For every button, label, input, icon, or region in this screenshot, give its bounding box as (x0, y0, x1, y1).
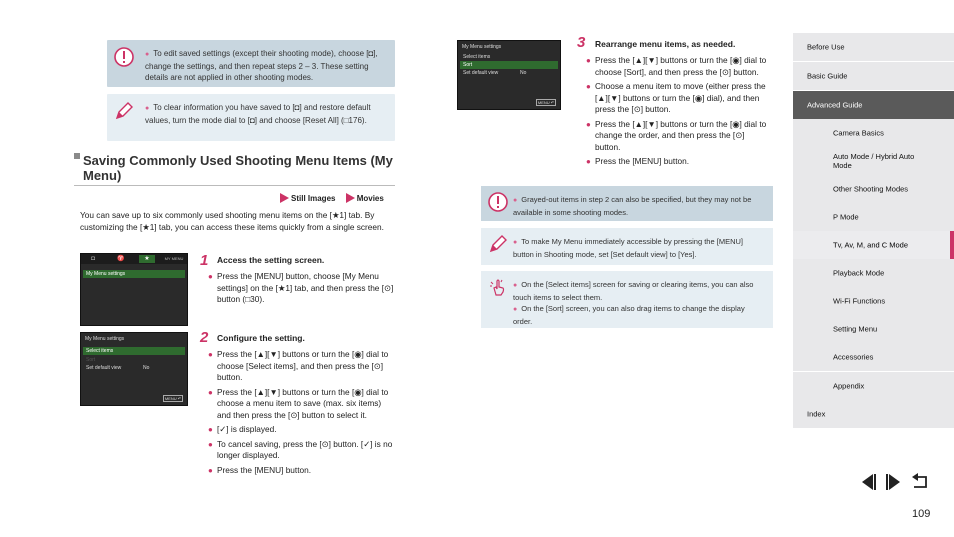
menu-tabs (81, 254, 187, 264)
play-icon (346, 193, 355, 203)
nav-item-wifi-functions[interactable]: Wi-Fi Functions (793, 287, 954, 315)
screen-row: Sort (460, 61, 558, 69)
return-icon[interactable] (910, 472, 930, 492)
step-number: 3 (577, 34, 586, 51)
screen-row: Select items (83, 347, 185, 355)
screen-row: My Menu settings (83, 270, 185, 278)
step-title: Configure the setting. (217, 333, 305, 343)
list-item: ● Press the [▲][▼] buttons or turn the [◉] dial to choose [Select items], and then press the [⊙] button. (208, 349, 389, 382)
star-tab-icon: ★ (139, 255, 155, 263)
list-item: ● Press the [MENU] button, choose [My Menu settings] on the [★1] tab, and then press the [⊙] button (□30). (208, 271, 394, 304)
nav-item-appendix[interactable]: Appendix (793, 372, 954, 400)
camera-screen-sort (457, 40, 561, 110)
screen-header: My Menu settings (462, 44, 502, 50)
pencil-icon (113, 100, 135, 122)
mode-indicators (280, 193, 392, 203)
list-item: ● To cancel saving, press the [⊙] button. [✓] is no longer displayed. (208, 438, 393, 460)
tools-tab-icon: ♈ (117, 256, 125, 262)
nav-item-auto-mode[interactable]: Auto Mode / Hybrid Auto Mode (793, 147, 954, 175)
list-item: ● Press the [MENU] button. (208, 464, 312, 475)
caution-note-text: Grayed-out items in step 2 can also be specified, but they may not be available in some shooting modes. (513, 195, 752, 217)
section-divider (74, 185, 395, 186)
nav-item-p-mode[interactable]: P Mode (793, 203, 954, 231)
nav-item-basic-guide[interactable]: Basic Guide (793, 62, 954, 90)
list-item: ● Choose a menu item to move (either press the [▲][▼] buttons or turn the [◉] dial), and then press the [⊙] button. (586, 81, 766, 114)
nav-item-tv-av-m-c-mode[interactable]: Tv, Av, M, and C Mode (793, 231, 954, 259)
camera-screen-my-menu-tab (80, 253, 188, 326)
step-number: 2 (200, 329, 209, 346)
pencil-icon (487, 233, 509, 255)
play-icon (280, 193, 289, 203)
nav-item-other-shooting-modes[interactable]: Other Shooting Modes (793, 175, 954, 203)
nav-item-setting-menu[interactable]: Setting Menu (793, 315, 954, 343)
list-item: ● Press the [▲][▼] buttons or turn the [◉] dial to choose [Sort], and then press the [⊙] button. (586, 55, 767, 77)
step-body (208, 271, 396, 309)
nav-item-before-use[interactable]: Before Use (793, 33, 954, 61)
list-item: ● On the [Select items] screen for saving or clearing items, you can also touch items to select them. (513, 280, 754, 302)
section-title: Saving Commonly Used Shooting Menu Items (My Menu) (83, 153, 393, 183)
my-menu-tab-label: MY MENU (164, 256, 184, 261)
memo-note: ● To make My Menu immediately accessible by pressing the [MENU] button in Shooting mode, set [Set default view] to [Yes]. (481, 228, 773, 265)
section-bullet (74, 153, 80, 159)
mode-still-images: Still Images (291, 193, 336, 203)
touch-icon (487, 276, 509, 298)
memo-note-text: To clear information you have saved to [◘] and restore default values, turn the mode dial to [◘] and choose [Reset All] (□176). (145, 103, 371, 125)
caution-note-text: To edit saved settings (except their shooting mode), choose [◘], change the settings, and then repeat steps 2 – 3. These setting details are not applied in other shooting modes. (145, 49, 378, 82)
previous-page-icon[interactable] (858, 472, 878, 492)
list-item: ● Press the [▲][▼] buttons or turn the [◉] dial to change the order, and then press the [⊙] button. (586, 118, 767, 152)
step-body (208, 349, 396, 479)
nav-item-playback-mode[interactable]: Playback Mode (793, 259, 954, 287)
caution-note: ● Grayed-out items in step 2 can also be specified, but they may not be available in some shooting modes. (481, 186, 773, 221)
screen-row: Sort (86, 357, 96, 363)
mode-movies: Movies (356, 193, 384, 203)
caution-icon (113, 46, 135, 68)
nav-item-advanced-guide[interactable]: Advanced Guide (793, 91, 954, 119)
caution-icon (487, 191, 509, 213)
memo-note-text: To make My Menu immediately accessible by pressing the [MENU] button in Shooting mode, set [Set default view] to [Yes]. (513, 237, 743, 259)
menu-back-button: MENU ↶ (164, 396, 182, 401)
screen-row: Set default view No (463, 70, 527, 76)
next-page-icon[interactable] (884, 472, 904, 492)
menu-back-button: MENU ↶ (537, 100, 555, 105)
nav-item-index[interactable]: Index (793, 400, 954, 428)
nav-item-accessories[interactable]: Accessories (793, 343, 954, 371)
list-item: ● On the [Sort] screen, you can also drag items to change the display order. (513, 304, 745, 326)
memo-note: ● To clear information you have saved to [◘] and restore default values, turn the mode dial to [◘] and choose [Reset All] (□176). (107, 94, 395, 141)
list-item: ● [✓] is displayed. (208, 424, 277, 434)
camera-screen-select-items (80, 332, 188, 406)
step-title: Access the setting screen. (217, 255, 325, 265)
list-item: ● Press the [▲][▼] buttons or turn the [◉] dial to choose a menu item to save (max. six items) and then press the [⊙] button to select it. (208, 386, 389, 420)
camera-tab-icon: ◘ (91, 256, 95, 262)
screen-header: My Menu settings (85, 336, 125, 342)
screen-row: Set default view No (86, 365, 150, 371)
page-number: 109 (912, 508, 931, 520)
touch-tip-note (481, 271, 773, 328)
list-item: ● Press the [MENU] button. (586, 156, 690, 166)
nav-item-camera-basics[interactable]: Camera Basics (793, 119, 954, 147)
step-number: 1 (200, 252, 209, 269)
screen-row: Select items (463, 54, 491, 60)
step-body (586, 55, 772, 171)
section-intro: You can save up to six commonly used shooting menu items on the [★1] tab. By customizing the [★1] tab, you can access these items quickly from a single screen. (80, 210, 384, 232)
step-title: Rearrange menu items, as needed. (595, 39, 736, 49)
active-indicator (950, 231, 954, 259)
caution-note: ● To edit saved settings (except their shooting mode), choose [◘], change the settings, and then repeat steps 2 – 3. These setting details are not applied in other shooting modes. (107, 40, 395, 87)
